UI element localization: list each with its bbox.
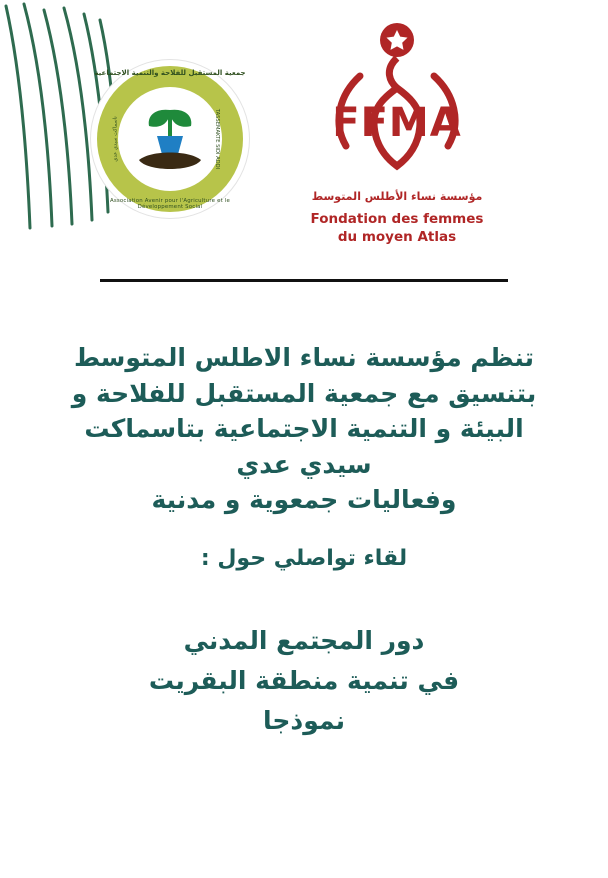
divider xyxy=(100,279,508,282)
event-title-line-1: دور المجتمع المدني xyxy=(183,625,425,655)
ffma-caption-french xyxy=(277,210,517,246)
event-title-line-3: نموذجا xyxy=(262,705,346,735)
ffma-caption-french-line2: du moyen Atlas xyxy=(337,229,457,246)
poster-body xyxy=(0,340,608,741)
logo-side-text-left: تاسماكت سيدي عدي xyxy=(112,116,119,162)
logo-ring-text-french: Association Avenir pour l'Agriculture et le Développement Social xyxy=(109,198,231,210)
intro-line-2: بتنسيق مع جمعية المستقبل للفلاحة و xyxy=(71,378,537,408)
event-title xyxy=(0,621,608,741)
intro-paragraph xyxy=(0,340,608,518)
association-agriculture-logo xyxy=(91,60,249,218)
logo-side-text-right: TASSEMAKTE SIDI ADDI xyxy=(213,108,220,170)
event-subtitle: لقاء تواصلي حول : xyxy=(200,545,408,571)
event-title-line-2: في تنمية منطقة البقريت xyxy=(148,665,460,695)
ffma-logo xyxy=(277,18,517,268)
ffma-caption-arabic: مؤسسة نساء الأطلس المتوسط xyxy=(311,190,483,203)
woman-silhouette-star-icon xyxy=(312,18,482,188)
intro-line-3: البيئة و التنمية الاجتماعية بتاسماكت xyxy=(84,414,524,443)
plant-in-hand-icon xyxy=(127,96,213,182)
logo-ring-text-arabic: جمعية المستقبل للفلاحة والتنمية الاجتماعية xyxy=(94,69,246,77)
svg-text:FFMA: FFMA xyxy=(332,100,462,146)
intro-line-4: سيدي عدي xyxy=(236,449,372,479)
intro-line-5: وفعاليات جمعوية و مدنية xyxy=(151,485,457,514)
ffma-caption-french-line1: Fondation des femmes xyxy=(310,211,484,227)
intro-line-1: تنظم مؤسسة نساء الاطلس المتوسط xyxy=(74,343,534,372)
logos-row xyxy=(0,18,608,268)
